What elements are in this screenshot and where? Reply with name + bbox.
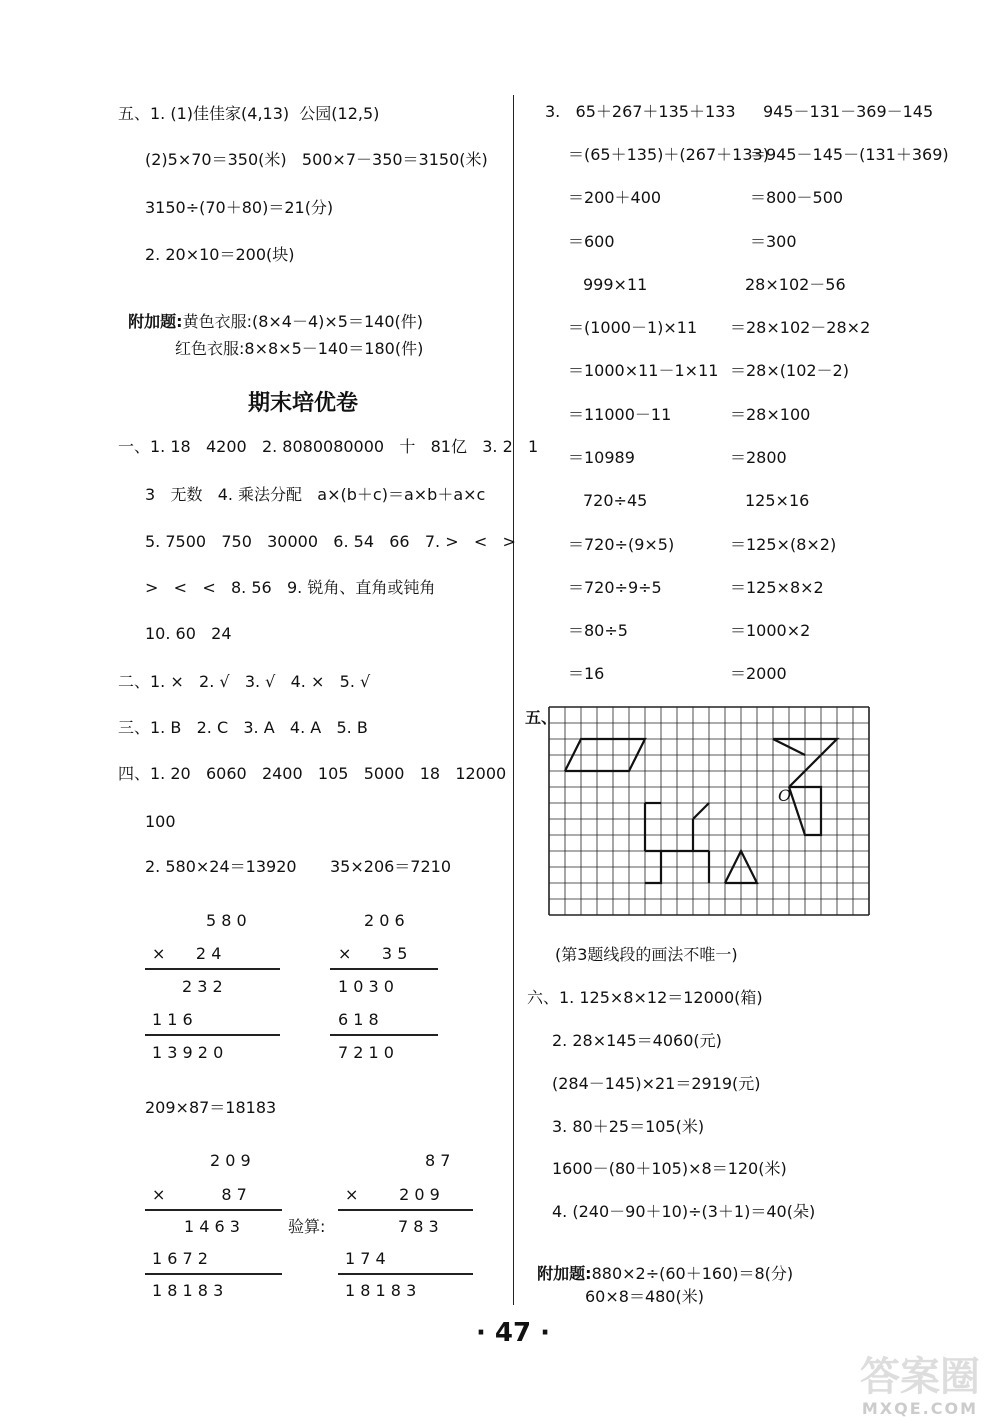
mult3-partial-1: 1 4 6 3 — [184, 1217, 240, 1236]
right-line-10b: 125×16 — [745, 491, 810, 510]
mult4-rule-1 — [338, 1209, 473, 1211]
mult3-top: 2 0 9 — [210, 1151, 251, 1170]
right-note: (第3题线段的画法不唯一) — [555, 945, 738, 964]
right-line-4b: ＝300 — [750, 232, 797, 251]
mult1-top: 5 8 0 — [206, 911, 247, 930]
right-line-14b: ＝2000 — [730, 664, 787, 683]
right-line-20: 4. (240－90＋10)÷(3＋1)＝40(朵) — [552, 1202, 816, 1221]
mult1-partial-1: 2 3 2 — [182, 977, 223, 996]
mult4-top: 8 7 — [425, 1151, 451, 1170]
right-line-13a: ＝80÷5 — [568, 621, 628, 640]
right-line-15: 六、1. 125×8×12＝12000(箱) — [527, 988, 763, 1007]
mult2-rule-1 — [330, 968, 438, 970]
mult2-partial-2: 6 1 8 — [338, 1010, 379, 1029]
mult2-top: 2 0 6 — [364, 911, 405, 930]
left-line-16b: 35×206＝7210 — [330, 857, 452, 876]
left-line-16a: 2. 580×24＝13920 — [145, 857, 297, 876]
right-line-2a: ＝(65＋135)＋(267＋133) — [568, 145, 769, 164]
column-divider — [513, 95, 514, 1305]
mult3-rule-2 — [145, 1273, 282, 1275]
section-title: 期末培优卷 — [248, 391, 359, 416]
page-number: · 47 · — [476, 1318, 551, 1348]
right-line-10a: 720÷45 — [583, 491, 648, 510]
left-line-7: 一、1. 18 4200 2. 8080080000 十 81亿 3. 2 1 — [118, 437, 539, 456]
right-line-12b: ＝125×8×2 — [730, 578, 824, 597]
mult1-result: 1 3 9 2 0 — [152, 1043, 224, 1062]
left-line-8: 3 无数 4. 乘法分配 a×(b＋c)＝a×b＋a×c — [145, 485, 486, 504]
bonus-label: 附加题: — [128, 312, 183, 331]
mult1-rule-2 — [145, 1034, 280, 1036]
mult3-result: 1 8 1 8 3 — [152, 1281, 224, 1300]
mult2-partial-1: 1 0 3 0 — [338, 977, 394, 996]
mult1-multiplier: × 2 4 — [152, 944, 222, 963]
bonus-label-2: 附加题: — [537, 1264, 592, 1283]
right-line-9b: ＝2800 — [730, 448, 787, 467]
right-line-3a: ＝200＋400 — [568, 188, 662, 207]
watermark-logo: 答案圈 — [860, 1354, 980, 1400]
left-line-14: 四、1. 20 6060 2400 105 5000 18 12000 — [118, 764, 507, 783]
mult4-partial-2: 1 7 4 — [345, 1249, 386, 1268]
left-line-3: 3150÷(70＋80)＝21(分) — [145, 198, 334, 217]
mult4-result: 1 8 1 8 3 — [345, 1281, 417, 1300]
left-line-13: 三、1. B 2. C 3. A 4. A 5. B — [118, 718, 368, 737]
mult3-multiplier: × 8 7 — [152, 1185, 247, 1204]
left-line-11: 10. 60 24 — [145, 624, 232, 643]
mult1-rule-1 — [145, 968, 280, 970]
grid-origin-label: O — [778, 786, 792, 805]
right-line-22: 60×8＝480(米) — [585, 1287, 704, 1306]
right-line-5b: 28×102－56 — [745, 275, 846, 294]
mult3-partial-2: 1 6 7 2 — [152, 1249, 208, 1268]
right-line-5a: 999×11 — [583, 275, 648, 294]
left-line-9: 5. 7500 750 30000 6. 54 66 7. > < > — [145, 532, 516, 551]
right-line-11a: ＝720÷(9×5) — [568, 535, 675, 554]
right-line-21 — [527, 1244, 793, 1284]
left-line-17: 209×87＝18183 — [145, 1098, 277, 1117]
left-line-2: (2)5×70＝350(米) 500×7－350＝3150(米) — [145, 150, 488, 169]
right-line-1a: 3. 65＋267＋135＋133 — [545, 102, 736, 121]
right-line-14a: ＝16 — [568, 664, 605, 683]
right-line-8b: ＝28×100 — [730, 405, 811, 424]
left-line-5 — [118, 292, 423, 332]
right-line-17: (284－145)×21＝2919(元) — [552, 1074, 761, 1093]
right-line-11b: ＝125×(8×2) — [730, 535, 837, 554]
right-line-19: 1600－(80＋105)×8＝120(米) — [552, 1159, 787, 1178]
check-label: 验算: — [288, 1217, 326, 1236]
bonus-text: 黄色衣服:(8×4－4)×5＝140(件) — [182, 312, 424, 331]
left-line-12: 二、1. × 2. √ 3. √ 4. × 5. √ — [118, 672, 371, 691]
right-line-13b: ＝1000×2 — [730, 621, 811, 640]
right-line-2b: ＝945－145－(131＋369) — [750, 145, 949, 164]
right-line-4a: ＝600 — [568, 232, 615, 251]
right-line-7a: ＝1000×11－1×11 — [568, 361, 719, 380]
right-line-8a: ＝11000－11 — [568, 405, 672, 424]
grid-figure — [548, 706, 870, 918]
left-line-15: 100 — [145, 812, 176, 831]
grid-label: 五、 — [525, 708, 558, 727]
right-line-18: 3. 80＋25＝105(米) — [552, 1117, 705, 1136]
right-line-12a: ＝720÷9÷5 — [568, 578, 662, 597]
right-line-9a: ＝10989 — [568, 448, 635, 467]
mult4-partial-1: 7 8 3 — [398, 1217, 439, 1236]
bonus-text-2: 880×2÷(60＋160)＝8(分) — [591, 1264, 794, 1283]
mult2-rule-2 — [330, 1034, 438, 1036]
mult3-rule-1 — [145, 1209, 282, 1211]
watermark-url: MXQE.COM — [861, 1399, 978, 1418]
segment-3 — [693, 803, 709, 819]
mult2-multiplier: × 3 5 — [338, 944, 408, 963]
right-line-7b: ＝28×(102－2) — [730, 361, 849, 380]
left-line-10: > < < 8. 56 9. 锐角、直角或钝角 — [145, 578, 436, 597]
right-line-1b: 945－131－369－145 — [763, 102, 934, 121]
right-line-16: 2. 28×145＝4060(元) — [552, 1031, 722, 1050]
right-line-6a: ＝(1000－1)×11 — [568, 318, 698, 337]
mult1-partial-2: 1 1 6 — [152, 1010, 193, 1029]
mult4-multiplier: × 2 0 9 — [345, 1185, 440, 1204]
mult2-result: 7 2 1 0 — [338, 1043, 394, 1062]
right-line-6b: ＝28×102－28×2 — [730, 318, 871, 337]
mult4-rule-2 — [338, 1273, 473, 1275]
right-line-3b: ＝800－500 — [750, 188, 844, 207]
left-line-1: 五、1. (1)佳佳家(4,13) 公园(12,5) — [118, 104, 380, 123]
left-line-6: 红色衣服:8×8×5－140＝180(件) — [175, 339, 424, 358]
left-line-4: 2. 20×10＝200(块) — [145, 245, 295, 264]
